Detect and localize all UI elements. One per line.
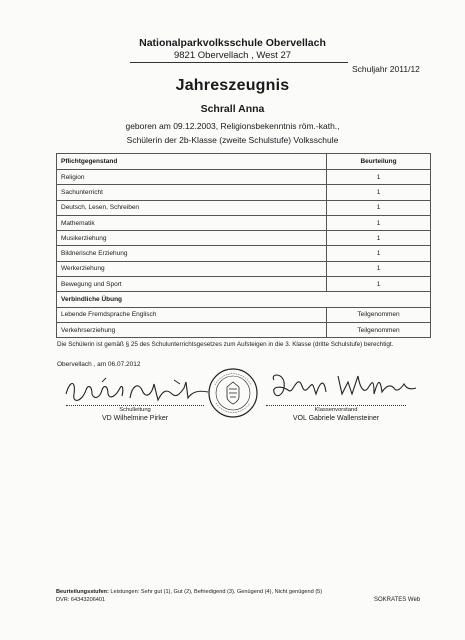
school-name: Nationalparkvolksschule Obervellach	[139, 37, 326, 49]
school-seal	[207, 367, 259, 419]
legend-text: Leistungen: Sehr gut (1), Gut (2), Befriedigend (3), Genügend (4), Nicht genügend (5)	[108, 589, 323, 595]
place-date: Obervellach , am 06.07.2012	[57, 361, 141, 368]
table-header-row	[57, 154, 431, 170]
class-line: Schülerin der 2b-Klasse (zweite Schulstufe) Volksschule	[126, 135, 339, 145]
table-row	[57, 277, 431, 292]
grades-table	[56, 153, 431, 338]
table-row	[57, 261, 431, 276]
subject-cell: Sachunterricht	[57, 185, 327, 200]
grade-cell: 1	[327, 170, 431, 185]
header-subject: Pflichtgegenstand	[57, 154, 327, 170]
subject-cell: Lebende Fremdsprache Englisch	[57, 307, 327, 322]
grade-cell: Teilgenommen	[327, 307, 431, 322]
grade-cell: 1	[327, 215, 431, 230]
birth-religion-line: geboren am 09.12.2003, Religionsbekenntnis röm.-kath.,	[125, 121, 340, 131]
header-grade: Beurteilung	[327, 154, 431, 170]
table-row	[57, 307, 431, 322]
signature-principal	[62, 374, 212, 408]
grade-cell: Teilgenommen	[327, 322, 431, 337]
grade-cell: 1	[327, 261, 431, 276]
subject-cell: Werkerziehung	[57, 261, 327, 276]
subject-cell: Bildnerische Erziehung	[57, 246, 327, 261]
subject-cell: Deutsch, Lesen, Schreiben	[57, 200, 327, 215]
header-divider	[130, 62, 348, 63]
school-address: 9821 Obervellach , West 27	[173, 50, 292, 61]
subject-cell: Mathematik	[57, 215, 327, 230]
table-row	[57, 231, 431, 246]
subject-cell: Religion	[57, 170, 327, 185]
table-row	[57, 215, 431, 230]
role-class-teacher: Klassenvorstand	[314, 407, 358, 413]
table-row	[57, 170, 431, 185]
section-row	[57, 292, 431, 307]
table-row	[57, 185, 431, 200]
grade-cell: 1	[327, 277, 431, 292]
school-year: Schuljahr 2011/12	[352, 64, 420, 74]
signature-class-teacher	[268, 370, 418, 404]
signature-line-right	[266, 405, 406, 406]
grade-cell: 1	[327, 231, 431, 246]
dvr-number: DVR: 64343206401	[56, 597, 106, 603]
subject-cell: Musikerziehung	[57, 231, 327, 246]
subject-cell: Bewegung und Sport	[57, 277, 327, 292]
document-title: Jahreszeugnis	[175, 77, 290, 94]
name-principal: VD Wilhelmine Pirker	[101, 415, 169, 422]
table-row	[57, 200, 431, 215]
table-row	[57, 322, 431, 337]
name-class-teacher: VOL Gabriele Wallensteiner	[292, 415, 380, 422]
grade-cell: 1	[327, 185, 431, 200]
student-name: Schrall Anna	[200, 103, 265, 115]
table-row	[57, 246, 431, 261]
software-label: SOKRATES Web	[374, 597, 421, 603]
grade-cell: 1	[327, 200, 431, 215]
role-principal: Schulleitung	[119, 407, 151, 413]
promotion-note: Die Schülerin ist gemäß § 25 des Schulunterrichtsgesetzes zum Aufsteigen in die 3. Klasse (dritte Schulstufe) berechtigt.	[57, 341, 394, 348]
section-label: Verbindliche Übung	[57, 292, 431, 307]
grade-cell: 1	[327, 246, 431, 261]
grading-legend	[56, 589, 322, 595]
subject-cell: Verkehrserziehung	[57, 322, 327, 337]
legend-label: Beurteilungsstufen:	[56, 589, 109, 595]
signature-line-left	[66, 405, 204, 406]
